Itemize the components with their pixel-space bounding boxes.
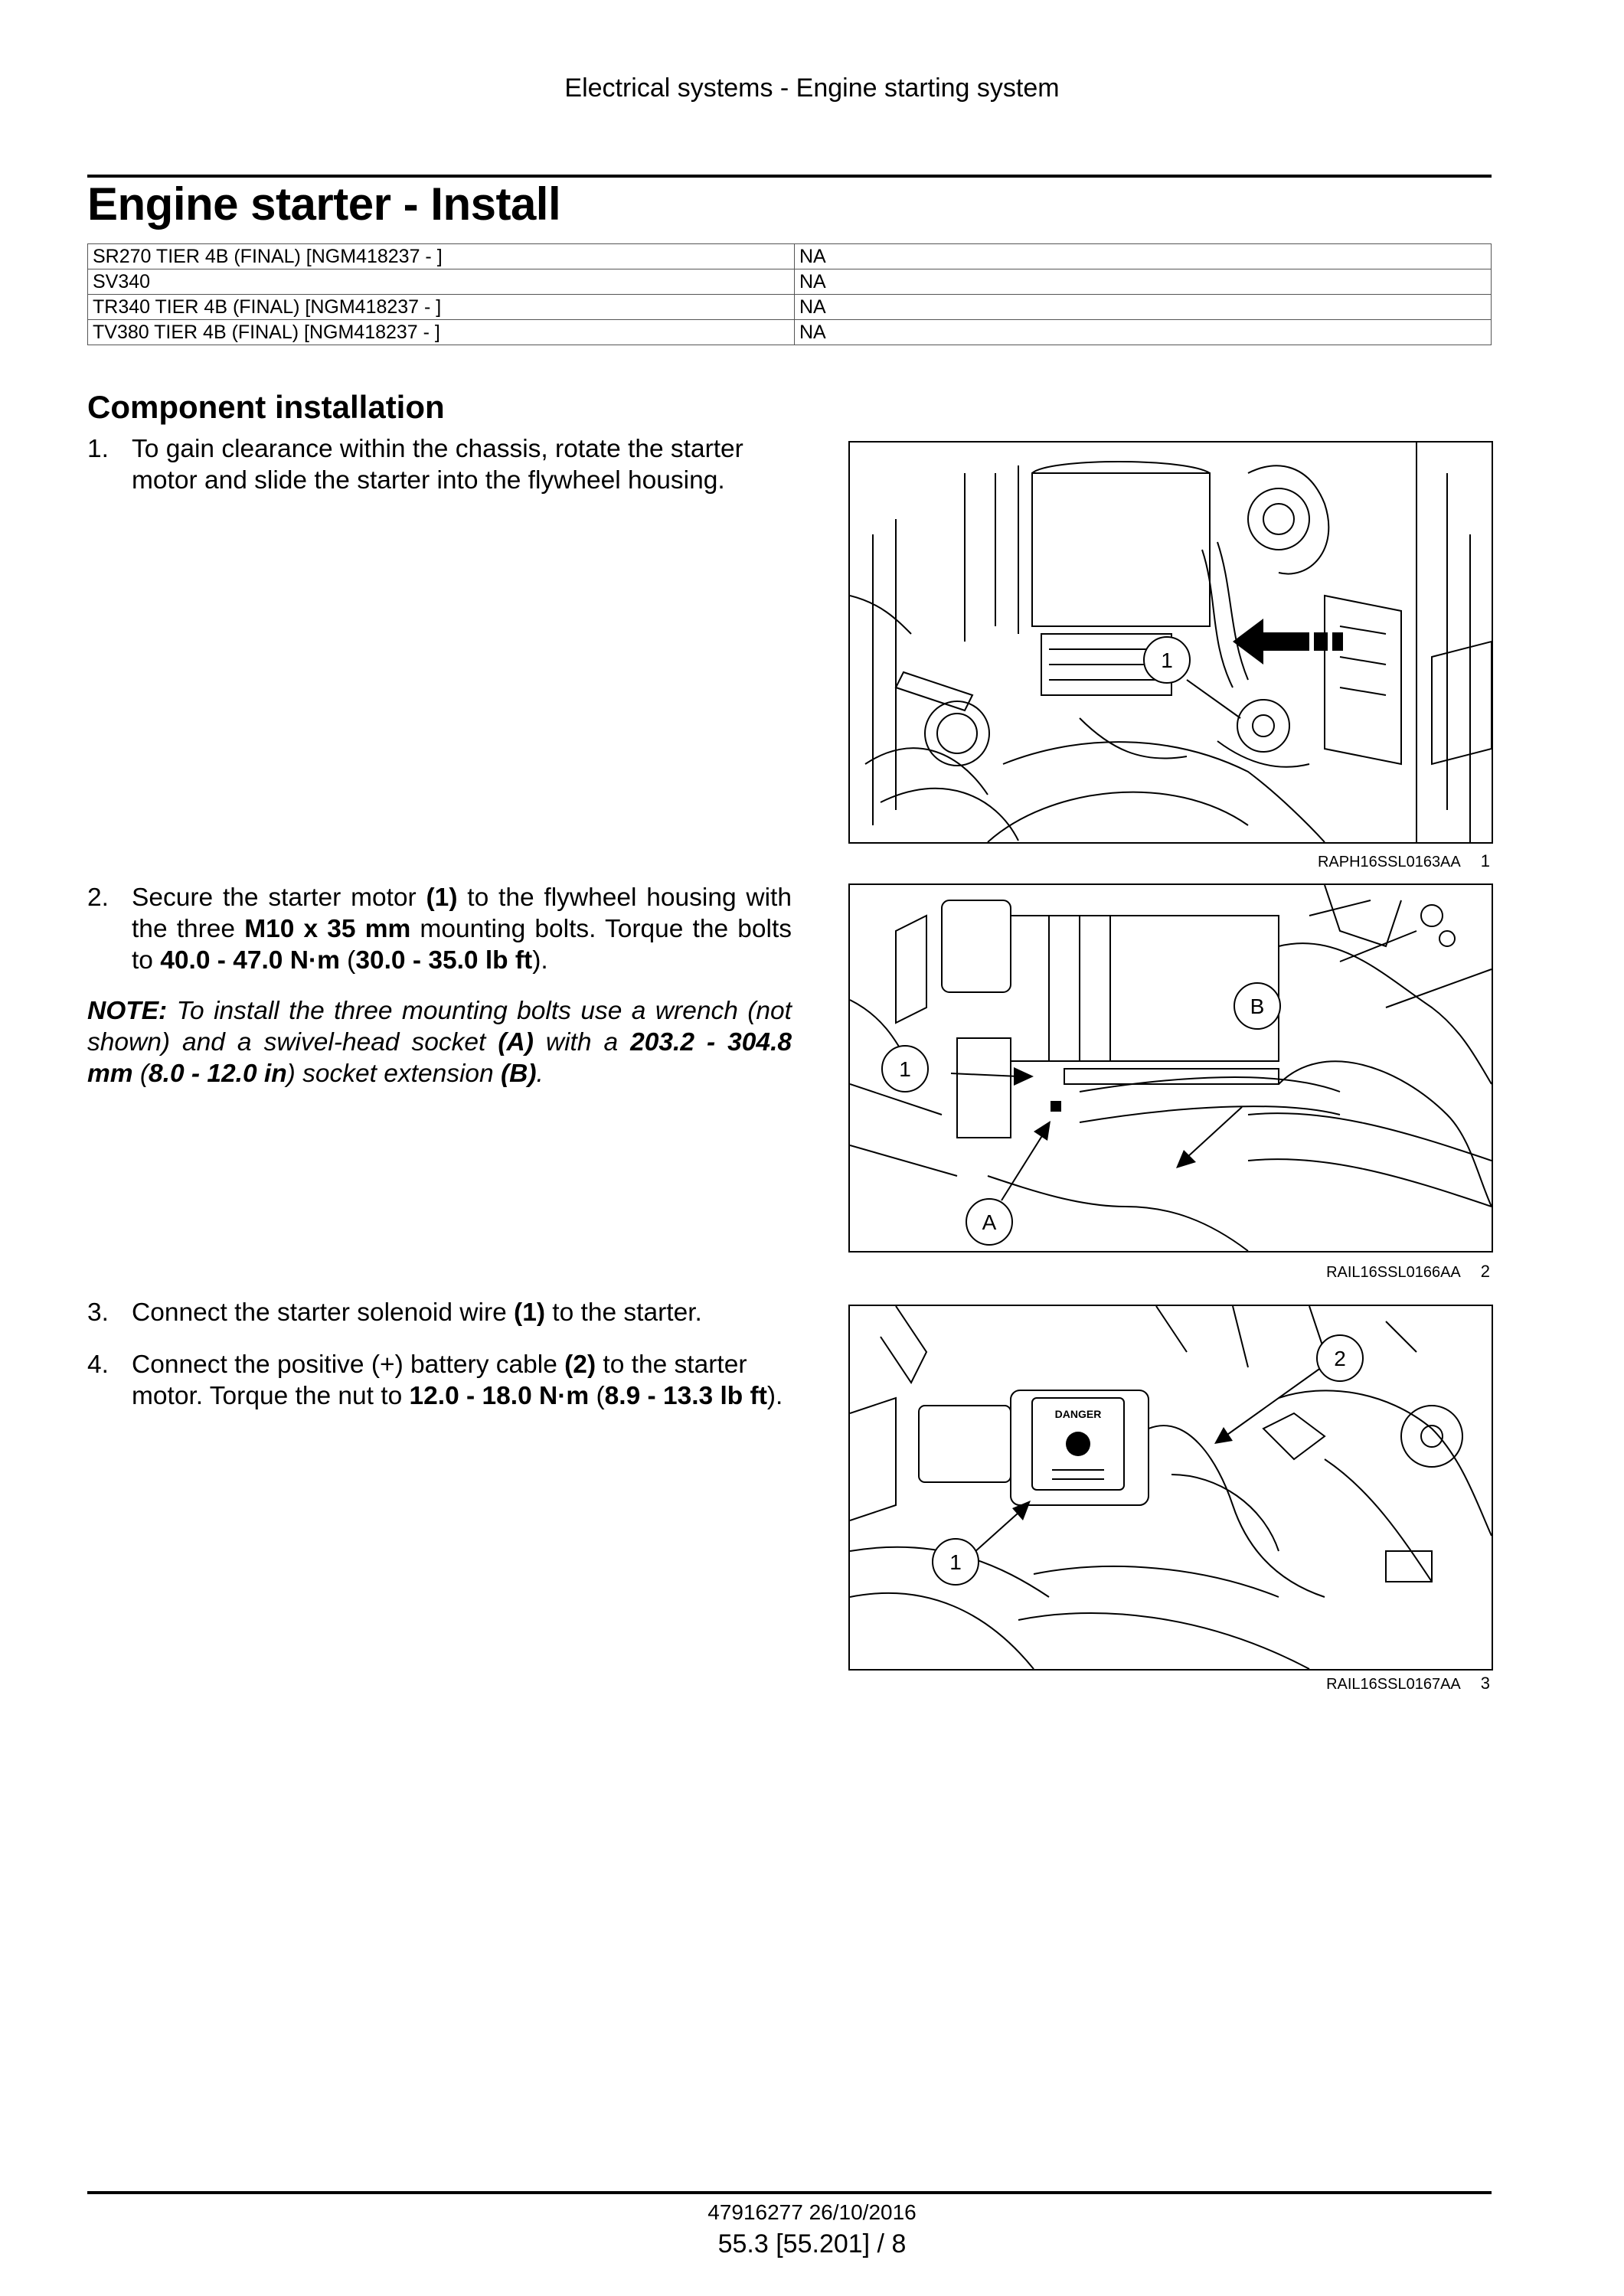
figure-code: RAIL16SSL0167AA — [1326, 1676, 1461, 1693]
callout-b: B — [1250, 994, 1265, 1018]
section-title: Component installation — [87, 389, 445, 425]
table-row — [88, 244, 1492, 269]
model-cell: TV380 TIER 4B (FINAL) [NGM418237 - ] — [88, 320, 795, 345]
model-cell: SV340 — [88, 269, 795, 295]
note-label: NOTE: — [87, 997, 168, 1025]
solenoid-wiring-drawing — [850, 1306, 1492, 1669]
figure-code: RAIL16SSL0166AA — [1326, 1264, 1461, 1281]
step-2 — [87, 882, 792, 976]
model-cell: SR270 TIER 4B (FINAL) [NGM418237 - ] — [88, 244, 795, 269]
note: NOTE: To install the three mounting bolts use a wrench (not shown) and a swivel-head socket (A) with a 203.2 - 304.8 mm (8.0 - 12.0 in) socket extension (B). — [87, 997, 792, 1088]
step-number: 1. — [87, 435, 109, 463]
footer-page-number: 55.3 [55.201] / 8 — [717, 2229, 907, 2258]
status-cell: NA — [795, 269, 1492, 295]
callout-1: 1 — [1161, 648, 1173, 672]
decal-text: DANGER — [1054, 1408, 1102, 1420]
status-cell: NA — [795, 320, 1492, 345]
step-4 — [87, 1349, 792, 1412]
figure-3-caption — [848, 1674, 1490, 1693]
starter-mounting-drawing — [850, 885, 1492, 1251]
figure-2-starter-illustration — [848, 883, 1493, 1253]
step-text: Connect the starter solenoid wire (1) to the starter. — [132, 1298, 702, 1327]
decal-symbol — [1066, 1432, 1090, 1456]
model-applicability-table — [87, 243, 1492, 345]
callout-a: A — [982, 1210, 997, 1234]
step-number: 3. — [87, 1298, 109, 1327]
table-row — [88, 295, 1492, 320]
step-number: 4. — [87, 1350, 109, 1379]
page-title: Engine starter - Install — [87, 178, 561, 230]
figure-1-engine-illustration — [848, 441, 1493, 844]
figure-number: 2 — [1480, 1262, 1490, 1281]
callout-1: 1 — [899, 1057, 911, 1081]
figure-code: RAPH16SSL0163AA — [1317, 854, 1461, 870]
figure-2-caption — [848, 1262, 1490, 1282]
engine-compartment-drawing — [850, 443, 1492, 842]
table-row — [88, 269, 1492, 295]
callout-1: 1 — [949, 1550, 962, 1574]
step-text: Secure the starter motor (1) to the flywheel housing with the three M10 x 35 mm mounting bolts. Torque the bolts to 40.0 - 47.0 N·m (30.0 - 35.0 lb ft). — [132, 883, 792, 975]
step-3 — [87, 1297, 792, 1328]
model-cell: TR340 TIER 4B (FINAL) [NGM418237 - ] — [88, 295, 795, 320]
step-text: To gain clearance within the chassis, rotate the starter motor and slide the starter into the flywheel housing. — [132, 435, 743, 495]
callout-2: 2 — [1334, 1347, 1346, 1370]
figure-number: 3 — [1480, 1674, 1490, 1693]
figure-3-solenoid-illustration — [848, 1305, 1493, 1671]
running-header: Electrical systems - Engine starting system — [564, 73, 1060, 103]
step-1 — [87, 433, 792, 496]
table-row — [88, 320, 1492, 345]
footer-document-id: 47916277 26/10/2016 — [707, 2200, 917, 2224]
footer-rule — [87, 2191, 1492, 2194]
status-cell: NA — [795, 295, 1492, 320]
figure-number: 1 — [1480, 851, 1490, 870]
step-number: 2. — [87, 883, 109, 912]
step-text: Connect the positive (+) battery cable (2) to the starter motor. Torque the nut to 12.0 - 18.0 N·m (8.9 - 13.3 lb ft). — [132, 1350, 783, 1410]
figure-1-caption — [848, 851, 1490, 871]
status-cell: NA — [795, 244, 1492, 269]
